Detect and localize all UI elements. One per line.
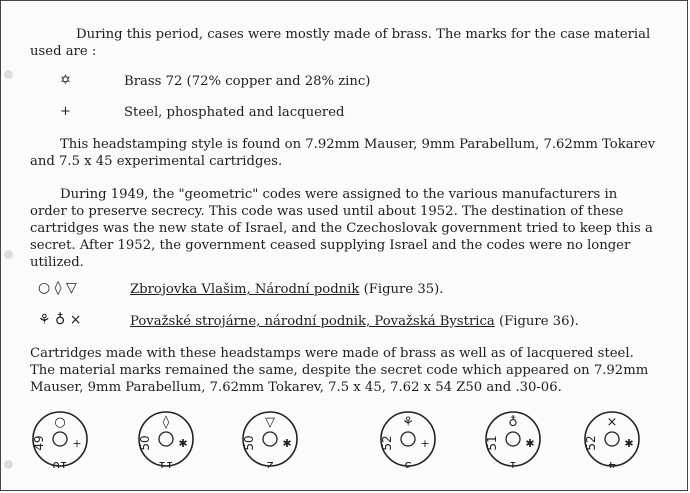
code-line-1 bbox=[130, 281, 443, 299]
headstamp-code-icon: ♁ bbox=[508, 415, 518, 430]
headstamp-year: 50 bbox=[242, 435, 256, 451]
material-brass: Brass 72 (72% copper and 28% zinc) bbox=[124, 74, 371, 89]
headstamp-material-icon: + bbox=[72, 437, 82, 450]
para2-line-2: and 7.5 x 45 experimental cartridges. bbox=[30, 154, 283, 169]
headstamp-code-icon: ⚘ bbox=[402, 415, 414, 430]
headstamp-1 bbox=[31, 410, 89, 468]
headstamp-year: 52 bbox=[380, 435, 394, 451]
headstamp-material-icon: ✱ bbox=[282, 437, 292, 450]
headstamp-3 bbox=[241, 410, 299, 468]
headstamp-code-icon: ◊ bbox=[162, 415, 170, 430]
zbrojovka-code-symbols: ○ ◊ ▽ bbox=[38, 280, 77, 296]
figure-35-ref: (Figure 35). bbox=[363, 282, 444, 297]
headstamp-4 bbox=[379, 410, 437, 468]
headstamp-6 bbox=[583, 410, 641, 468]
para4-line-1: Cartridges made with these headstamps were made of brass as well as of lacquered steel. bbox=[30, 346, 634, 361]
para2-line-1: This headstamping style is found on 7.92mm Mauser, 9mm Parabellum, 7.62mm Tokarev bbox=[60, 137, 656, 152]
headstamp-month: 4 bbox=[608, 459, 616, 468]
headstamp-month: 1 bbox=[509, 459, 517, 468]
headstamp-code-icon: × bbox=[606, 415, 618, 430]
headstamp-2 bbox=[137, 410, 195, 468]
intro-line-2: used are : bbox=[30, 44, 97, 59]
headstamp-code-icon: ○ bbox=[54, 415, 66, 430]
brass-star-icon: ✡ bbox=[60, 73, 71, 88]
headstamp-month: 11 bbox=[158, 459, 174, 468]
para3-line-1: During 1949, the "geometric" codes were assigned to the various manufacturers in bbox=[60, 187, 618, 202]
headstamp-year: 50 bbox=[138, 435, 152, 451]
headstamp-month: 3 bbox=[404, 459, 412, 468]
headstamp-material-icon: ✱ bbox=[624, 437, 634, 450]
intro-line-1: During this period, cases were mostly made of brass. The marks for the case material bbox=[76, 27, 651, 42]
steel-plus-icon: + bbox=[60, 104, 71, 119]
povazske-name: Považské strojárne, národní podnik, Považská Bystrica bbox=[130, 314, 495, 329]
figure-36-ref: (Figure 36). bbox=[498, 314, 579, 329]
headstamp-month: 10 bbox=[52, 459, 68, 468]
povazske-code-symbols: ⚘ ♁ × bbox=[38, 312, 82, 328]
material-steel: Steel, phosphated and lacquered bbox=[124, 105, 345, 120]
para3-line-4: secret. After 1952, the government ceased supplying Israel and the codes were no longer bbox=[30, 238, 631, 253]
headstamp-material-icon: ✱ bbox=[178, 437, 188, 450]
code-line-2 bbox=[130, 313, 579, 331]
headstamp-5 bbox=[484, 410, 542, 468]
headstamp-year: 51 bbox=[485, 435, 499, 451]
para3-line-2: order to preserve secrecy. This code was used until about 1952. The destination of these bbox=[30, 204, 624, 219]
headstamp-code-icon: ▽ bbox=[265, 415, 275, 430]
headstamp-year: 52 bbox=[584, 435, 598, 451]
para4-line-2: The material marks remained the same, despite the secret code which appeared on 7.92mm bbox=[30, 363, 649, 378]
zbrojovka-name: Zbrojovka Vlašim, Národní podnik bbox=[130, 282, 360, 297]
para4-line-3: Mauser, 9mm Parabellum, 7.62mm Tokarev, 7.5 x 45, 7.62 x 54 Z50 and .30-06. bbox=[30, 380, 562, 395]
headstamp-material-icon: + bbox=[420, 437, 430, 450]
para3-line-3: cartridges was the new state of Israel, and the Czechoslovak government tried to keep this a bbox=[30, 221, 653, 236]
para3-line-5: utilized. bbox=[30, 255, 84, 270]
headstamp-month: 2 bbox=[266, 459, 274, 468]
headstamp-year: 49 bbox=[32, 435, 46, 451]
headstamp-material-icon: ✱ bbox=[525, 437, 535, 450]
